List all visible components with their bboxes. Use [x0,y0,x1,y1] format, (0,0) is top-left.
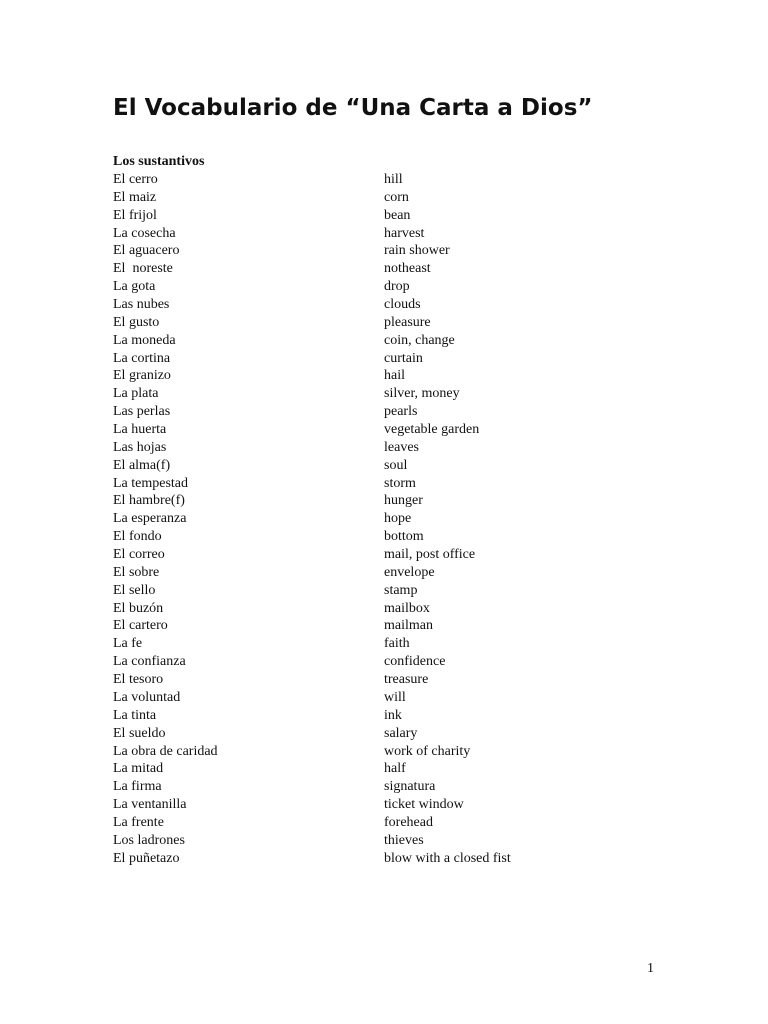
spanish-term: Las perlas [113,404,171,420]
vocabulary-row [113,671,673,689]
spanish-term: El puñetazo [113,850,180,866]
english-translation: rain shower [384,243,450,259]
vocabulary-row [113,367,673,385]
spanish-term: El maiz [113,189,157,205]
english-translation: stamp [384,582,418,598]
english-translation: storm [384,475,416,491]
vocabulary-row [113,171,673,189]
english-translation: treasure [384,672,429,688]
english-translation: salary [384,725,418,741]
spanish-term: El cerro [113,172,158,187]
english-translation: half [384,761,406,777]
english-translation: clouds [384,297,421,313]
english-translation: signatura [384,779,436,795]
vocabulary-row [113,635,673,653]
vocabulary-row [113,600,673,618]
vocabulary-row [113,207,673,225]
spanish-term: El noreste [113,261,173,277]
spanish-term: La tinta [113,707,157,723]
spanish-term: Las hojas [113,439,167,455]
english-translation: work of charity [384,743,471,759]
page-title: El Vocabulario de “Una Carta a Dios” [113,95,593,121]
vocabulary-row [113,332,673,350]
english-translation: harvest [384,225,425,241]
vocabulary-row [113,617,673,635]
spanish-term: El granizo [113,368,171,384]
spanish-term: La fe [113,636,143,652]
spanish-term: El tesoro [113,672,164,688]
vocabulary-row [113,260,673,278]
vocabulary-row [113,725,673,743]
spanish-term: La gota [113,279,156,295]
vocabulary-row [113,510,673,528]
vocabulary-row [113,225,673,243]
section-heading: Los sustantivos [113,154,205,169]
english-translation: drop [384,279,410,295]
spanish-term: La cosecha [113,225,176,241]
vocabulary-list [113,171,673,868]
vocabulary-row [113,743,673,761]
spanish-term: La ventanilla [113,797,187,813]
english-translation: ink [384,707,402,723]
spanish-term: Las nubes [113,297,170,313]
spanish-term: El sueldo [113,725,166,741]
vocabulary-row [113,796,673,814]
english-translation: mail, post office [384,547,476,563]
spanish-term: El aguacero [113,243,180,259]
spanish-term: La firma [113,779,162,795]
spanish-term: La plata [113,386,159,402]
english-translation: soul [384,457,408,473]
english-translation: hope [384,511,412,527]
vocabulary-row [113,707,673,725]
vocabulary-row [113,546,673,564]
spanish-term: El cartero [113,618,168,634]
english-translation: notheast [384,261,431,277]
vocabulary-row [113,760,673,778]
vocabulary-row [113,832,673,850]
spanish-term: La confianza [113,654,186,670]
spanish-term: La mitad [113,761,164,777]
vocabulary-row [113,689,673,707]
vocabulary-row [113,189,673,207]
english-translation: will [384,689,406,705]
spanish-term: La voluntad [113,689,181,705]
english-translation: silver, money [384,386,460,402]
spanish-term: El correo [113,547,165,563]
spanish-term: El alma(f) [113,457,171,473]
vocabulary-row [113,242,673,260]
english-translation: envelope [384,564,435,580]
spanish-term: El buzón [113,600,164,616]
spanish-term: La moneda [113,332,176,348]
spanish-term: La tempestad [113,475,189,491]
english-translation: vegetable garden [384,422,480,438]
english-translation: bean [384,207,411,223]
vocabulary-row [113,403,673,421]
english-translation: corn [384,189,409,205]
english-translation: coin, change [384,332,455,348]
spanish-term: El hambre(f) [113,493,185,509]
vocabulary-row [113,314,673,332]
page-number: 1 [647,961,654,976]
spanish-term: La esperanza [113,511,187,527]
english-translation: pearls [384,404,418,420]
vocabulary-row [113,278,673,296]
english-translation: pleasure [384,314,431,330]
vocabulary-row [113,492,673,510]
spanish-term: Los ladrones [113,832,185,848]
vocabulary-row [113,850,673,868]
spanish-term: El frijol [113,207,157,223]
vocabulary-row [113,421,673,439]
spanish-term: La huerta [113,422,167,438]
spanish-term: El gusto [113,314,160,330]
vocabulary-row [113,582,673,600]
english-translation: mailman [384,618,433,634]
english-translation: blow with a closed fist [384,850,511,866]
english-translation: ticket window [384,797,464,813]
spanish-term: El fondo [113,529,162,545]
spanish-term: La obra de caridad [113,743,218,759]
english-translation: hunger [384,493,423,509]
english-translation: thieves [384,832,424,848]
vocabulary-row [113,778,673,796]
vocabulary-row [113,350,673,368]
vocabulary-row [113,457,673,475]
english-translation: leaves [384,439,419,455]
vocabulary-row [113,528,673,546]
english-translation: curtain [384,350,423,366]
vocabulary-row [113,439,673,457]
english-translation: faith [384,636,410,652]
vocabulary-row [113,385,673,403]
spanish-term: La cortina [113,350,171,366]
vocabulary-row [113,653,673,671]
english-translation: confidence [384,654,446,670]
english-translation: forehead [384,814,433,830]
spanish-term: El sobre [113,564,160,580]
english-translation: mailbox [384,600,430,616]
spanish-term: La frente [113,814,164,830]
vocabulary-row [113,475,673,493]
vocabulary-row [113,296,673,314]
vocabulary-row [113,564,673,582]
english-translation: hill [384,172,403,187]
vocabulary-row [113,814,673,832]
english-translation: bottom [384,529,424,545]
spanish-term: El sello [113,582,156,598]
english-translation: hail [384,368,405,384]
